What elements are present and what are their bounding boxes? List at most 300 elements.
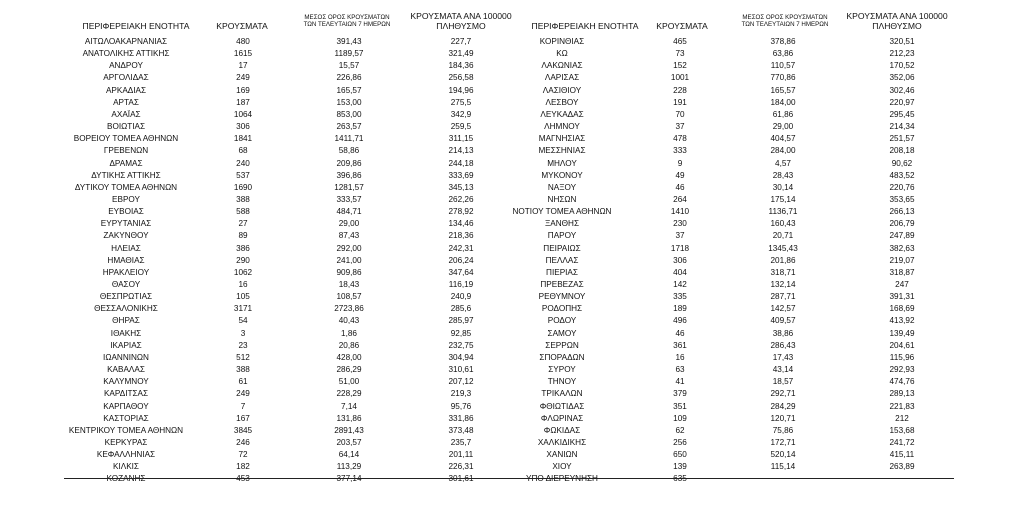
cell-cases: 333	[673, 146, 687, 156]
cell-unit: ΛΑΡΙΣΑΣ	[544, 73, 580, 83]
cell-per100k: 275,5	[450, 97, 472, 107]
cell-unit: ΑΝΔΡΟΥ	[109, 61, 143, 71]
cell-avg7: 20,86	[338, 340, 360, 350]
cell-avg7: 58,86	[338, 146, 360, 156]
cell-avg7: 7,14	[341, 401, 357, 411]
cell-per100k: 115,96	[889, 352, 915, 362]
cell-unit: ΚΕΡΚΥΡΑΣ	[104, 437, 148, 447]
cell-unit: ΛΑΣΙΘΙΟΥ	[542, 85, 582, 95]
cell-unit: ΘΕΣΠΡΩΤΙΑΣ	[99, 292, 153, 302]
cell-per100k: 295,45	[889, 109, 915, 119]
cell-per100k: 219,07	[889, 255, 915, 265]
cell-cases	[236, 473, 250, 485]
cell-per100k: 218,36	[448, 231, 474, 241]
cell-per100k: 212	[895, 413, 909, 423]
left-header-per100k: ΚΡΟΥΣΜΑΤΑ ΑΝΑ 100000 ΠΛΗΘΥΣΜΟ	[410, 11, 512, 31]
cell-unit: ΜΕΣΣΗΝΙΑΣ	[538, 146, 586, 156]
cell-avg7: 484,71	[336, 207, 362, 217]
cell-cases: 361	[673, 340, 687, 350]
cell-per100k: 219,3	[450, 389, 472, 399]
cell-avg7: 15,57	[338, 61, 360, 71]
cell-unit: ΙΩΑΝΝΙΝΩΝ	[103, 352, 149, 362]
cell-cases: 187	[236, 97, 250, 107]
cell-per100k: 241,72	[889, 437, 915, 447]
cell-cases: 512	[236, 352, 250, 362]
cell-per100k: 320,51	[889, 37, 915, 46]
cell-cases: 89	[238, 231, 248, 241]
cell-unit: ΖΑΚΥΝΘΟΥ	[103, 231, 149, 241]
cell-cases: 41	[675, 377, 685, 387]
cell-cases: 182	[236, 462, 250, 472]
cell-per100k: 266,13	[889, 207, 915, 217]
cell-avg7: 409,57	[770, 316, 796, 326]
cell-unit: ΝΟΤΙΟΥ ΤΟΜΕΑ ΑΘΗΝΩΝ	[512, 207, 612, 217]
cell-cases: 27	[238, 219, 248, 229]
cell-unit: ΔΥΤΙΚΟΥ ΤΟΜΕΑ ΑΘΗΝΩΝ	[74, 182, 178, 192]
cell-cases: 3	[240, 328, 246, 338]
cell-unit: ΔΥΤΙΚΗΣ ΑΤΤΙΚΗΣ	[91, 170, 161, 180]
cell-per100k: 134,46	[448, 219, 474, 229]
cell-per100k: 262,26	[448, 194, 474, 204]
cell-per100k: 208,18	[889, 146, 915, 156]
cell-per100k: 226,31	[448, 462, 474, 472]
cell-cases: 249	[236, 73, 250, 83]
cell-avg7: 203,57	[336, 437, 362, 447]
cell-avg7: 110,57	[770, 61, 796, 71]
cell-unit: ΜΗΛΟΥ	[547, 158, 577, 168]
cell-per100k: 413,92	[889, 316, 915, 326]
cell-avg7: 286,29	[336, 365, 362, 375]
cell-avg7: 115,14	[770, 462, 796, 472]
bottom-rule	[64, 478, 954, 479]
cell-unit: ΚΕΦΑΛΛΗΝΙΑΣ	[96, 450, 156, 460]
cell-avg7: 75,86	[772, 425, 794, 435]
cell-per100k: 220,97	[889, 97, 915, 107]
cell-cases: 388	[236, 194, 250, 204]
cell-cases: 169	[236, 85, 250, 95]
cell-avg7: 318,71	[770, 267, 796, 277]
cell-unit: ΒΟΡΕΙΟΥ ΤΟΜΕΑ ΑΘΗΝΩΝ	[73, 134, 179, 144]
cell-cases: 1690	[233, 182, 253, 192]
cell-per100k: 90,62	[891, 158, 913, 168]
cell-per100k: 220,76	[889, 182, 915, 192]
cell-avg7: 1411,71	[334, 134, 364, 144]
cell-avg7: 284,29	[770, 401, 796, 411]
cell-unit: ΗΛΕΙΑΣ	[111, 243, 141, 253]
cell-cases: 249	[236, 389, 250, 399]
left-header-unit: ΠΕΡΙΦΕΡΕΙΑΚΗ ΕΝΟΤΗΤΑ	[82, 21, 190, 31]
cell-cases: 16	[675, 352, 685, 362]
cell-unit: ΘΑΣΟΥ	[111, 280, 141, 289]
cell-avg7: 160,43	[770, 219, 796, 229]
cell-unit: ΑΡΤΑΣ	[113, 97, 139, 107]
cell-per100k: 168,69	[889, 304, 915, 314]
cell-per100k: 289,13	[889, 389, 915, 399]
cell-cases: 478	[673, 134, 687, 144]
cell-avg7: 770,86	[770, 73, 796, 83]
cell-cases: 109	[673, 413, 687, 423]
cell-avg7: 17,43	[772, 352, 794, 362]
cell-cases: 230	[673, 219, 687, 229]
cell-per100k: 474,76	[889, 377, 915, 387]
cell-unit: ΑΝΑΤΟΛΙΚΗΣ ΑΤΤΙΚΗΣ	[82, 49, 170, 59]
cell-avg7: 64,14	[338, 450, 360, 460]
cell-avg7: 30,14	[772, 182, 794, 192]
cell-per100k: 232,75	[448, 340, 474, 350]
cell-avg7	[336, 473, 361, 485]
cell-unit: ΚΙΛΚΙΣ	[112, 462, 140, 472]
cell-unit: ΞΑΝΘΗΣ	[544, 219, 580, 229]
cell-avg7: 131,86	[336, 413, 362, 423]
cell-avg7: 333,57	[336, 194, 362, 204]
cell-cases: 72	[238, 450, 248, 460]
cell-unit: ΚΟΡΙΝΘΙΑΣ	[539, 37, 585, 46]
cell-avg7: 132,14	[770, 280, 796, 289]
cell-avg7: 909,86	[336, 267, 362, 277]
cell-unit: ΚΕΝΤΡΙΚΟΥ ΤΟΜΕΑ ΑΘΗΝΩΝ	[68, 425, 184, 435]
cell-cases: 388	[236, 365, 250, 375]
cell-per100k: 256,58	[448, 73, 474, 83]
cell-unit: ΚΑΡΠΑΘΟΥ	[103, 401, 149, 411]
cell-per100k: 353,65	[889, 194, 915, 204]
cell-per100k	[448, 473, 473, 485]
cell-unit: ΚΩ	[556, 49, 568, 59]
cell-unit: ΛΕΥΚΑΔΑΣ	[540, 109, 584, 119]
cell-per100k: 304,94	[448, 352, 474, 362]
cell-per100k: 318,87	[889, 267, 915, 277]
cell-per100k: 235,7	[450, 437, 472, 447]
cell-avg7: 29,00	[772, 122, 794, 132]
cell-cases: 480	[236, 37, 250, 46]
cell-cases: 379	[673, 389, 687, 399]
cell-avg7: 1,86	[341, 328, 357, 338]
cell-cases: 240	[236, 158, 250, 168]
cell-per100k: 201,11	[448, 450, 474, 460]
cell-cases: 37	[675, 231, 685, 241]
cell-unit	[107, 473, 146, 485]
cell-unit: ΝΑΞΟΥ	[547, 182, 577, 192]
cell-avg7: 520,14	[770, 450, 796, 460]
cell-unit: ΣΥΡΟΥ	[548, 365, 576, 375]
cell-avg7: 2891,43	[334, 425, 364, 435]
cell-unit: ΧΑΝΙΩΝ	[546, 450, 578, 460]
cell-avg7: 113,29	[336, 462, 362, 472]
cell-cases: 264	[673, 194, 687, 204]
cell-avg7: 29,00	[338, 219, 360, 229]
cell-avg7: 40,43	[338, 316, 360, 326]
cell-avg7: 284,00	[770, 146, 796, 156]
cell-unit: ΕΥΡΥΤΑΝΙΑΣ	[100, 219, 152, 229]
cell-avg7: 153,00	[336, 97, 362, 107]
cell-avg7: 20,71	[772, 231, 794, 241]
cell-unit: ΧΑΛΚΙΔΙΚΗΣ	[537, 437, 587, 447]
cell-avg7: 1189,57	[334, 49, 364, 59]
cell-avg7: 396,86	[336, 170, 362, 180]
cell-per100k: 333,69	[448, 170, 474, 180]
cell-cases: 537	[236, 170, 250, 180]
cell-avg7: 404,57	[770, 134, 796, 144]
cell-avg7: 175,14	[770, 194, 796, 204]
cell-unit: ΤΡΙΚΑΛΩΝ	[541, 389, 583, 399]
cell-unit: ΙΘΑΚΗΣ	[110, 328, 142, 338]
cell-per100k: 207,12	[448, 377, 474, 387]
cell-per100k: 206,79	[889, 219, 915, 229]
cell-avg7: 1345,43	[768, 243, 798, 253]
cell-per100k: 194,96	[448, 85, 474, 95]
cell-cases: 465	[673, 37, 687, 46]
cell-avg7: 43,14	[772, 365, 794, 375]
cell-per100k: 139,49	[889, 328, 915, 338]
cell-cases: 335	[673, 292, 687, 302]
cell-unit: ΑΙΤΩΛΟΑΚΑΡΝΑΝΙΑΣ	[84, 37, 168, 46]
cell-cases: 3171	[233, 304, 253, 314]
cell-per100k: 221,83	[889, 401, 915, 411]
cell-per100k: 278,92	[448, 207, 474, 217]
left-header-avg7: ΜΕΣΟΣ ΟΡΟΣ ΚΡΟΥΣΜΑΤΩΝ ΤΩΝ ΤΕΛΕΥΤΑΙΩΝ 7 ΗΜΕΡΩΝ	[303, 14, 391, 29]
cell-avg7: 292,00	[336, 243, 362, 253]
right-header-per100k: ΚΡΟΥΣΜΑΤΑ ΑΝΑ 100000 ΠΛΗΘΥΣΜΟ	[846, 11, 948, 31]
cell-unit: ΜΑΓΝΗΣΙΑΣ	[538, 134, 586, 144]
cell-per100k: 251,57	[889, 134, 915, 144]
cell-cases: 1615	[233, 49, 253, 59]
cell-cases: 152	[673, 61, 687, 71]
cell-per100k: 212,23	[889, 49, 915, 59]
cell-unit: ΝΗΣΩΝ	[547, 194, 577, 204]
cell-avg7: 18,43	[338, 280, 360, 289]
cell-avg7: 241,00	[336, 255, 362, 265]
cell-per100k: 483,52	[889, 170, 915, 180]
cell-per100k: 292,93	[889, 365, 915, 375]
cell-avg7: 63,86	[772, 49, 794, 59]
cell-unit: ΕΥΒΟΙΑΣ	[108, 207, 144, 217]
cell-unit: ΚΑΡΔΙΤΣΑΣ	[103, 389, 149, 399]
cell-unit: ΠΑΡΟΥ	[547, 231, 577, 241]
cell-unit: ΛΕΣΒΟΥ	[545, 97, 579, 107]
cell-unit: ΦΛΩΡΙΝΑΣ	[540, 413, 584, 423]
cell-cases: 256	[673, 437, 687, 447]
cell-unit: ΘΗΡΑΣ	[112, 316, 140, 326]
cell-unit: ΛΗΜΝΟΥ	[544, 122, 580, 132]
cell-unit: ΑΡΚΑΔΙΑΣ	[105, 85, 147, 95]
cell-cases: 142	[673, 280, 687, 289]
cell-per100k: 244,18	[448, 158, 474, 168]
cell-cases: 1841	[233, 134, 253, 144]
cell-cases: 9	[677, 158, 683, 168]
cell-per100k: 116,19	[448, 280, 474, 289]
cell-avg7: 428,00	[336, 352, 362, 362]
left-header-cases: ΚΡΟΥΣΜΑΤΑ	[216, 21, 268, 31]
cell-per100k: 415,11	[889, 450, 915, 460]
cell-cases: 588	[236, 207, 250, 217]
cell-per100k: 95,76	[450, 401, 472, 411]
cell-per100k: 263,89	[889, 462, 915, 472]
cell-unit: ΘΕΣΣΑΛΟΝΙΚΗΣ	[94, 304, 158, 314]
cell-cases: 1001	[670, 73, 690, 83]
cell-avg7: 286,43	[770, 340, 796, 350]
cell-avg7: 87,43	[338, 231, 360, 241]
cell-per100k: 259,5	[450, 122, 472, 132]
cell-unit: ΦΩΚΙΔΑΣ	[543, 425, 581, 435]
cell-per100k: 382,63	[889, 243, 915, 253]
cell-per100k: 311,15	[448, 134, 474, 144]
cell-avg7: 226,86	[336, 73, 362, 83]
cell-unit: ΓΡΕΒΕΝΩΝ	[103, 146, 149, 156]
cell-per100k: 153,68	[889, 425, 915, 435]
cell-per100k: 373,48	[448, 425, 474, 435]
cell-per100k: 247,89	[889, 231, 915, 241]
cell-unit: ΜΥΚΟΝΟΥ	[541, 170, 583, 180]
cell-per100k: 391,31	[889, 292, 915, 302]
cell-avg7: 292,71	[770, 389, 796, 399]
cell-unit: ΒΟΙΩΤΙΑΣ	[106, 122, 146, 132]
cell-avg7: 184,00	[770, 97, 796, 107]
cell-avg7: 228,29	[336, 389, 362, 399]
cell-cases: 404	[673, 267, 687, 277]
cell-cases: 189	[673, 304, 687, 314]
cell-unit: ΚΑΛΥΜΝΟΥ	[103, 377, 149, 387]
cell-per100k: 204,61	[889, 340, 915, 350]
cell-per100k: 285,97	[448, 316, 474, 326]
cell-cases: 70	[675, 109, 685, 119]
cell-unit: ΣΑΜΟΥ	[547, 328, 577, 338]
cell-avg7: 28,43	[772, 170, 794, 180]
cell-avg7: 172,71	[770, 437, 796, 447]
cell-cases: 61	[238, 377, 248, 387]
cell-avg7: 853,00	[336, 109, 362, 119]
cell-unit: ΠΡΕΒΕΖΑΣ	[540, 280, 584, 289]
cell-unit: ΡΕΘΥΜΝΟΥ	[538, 292, 586, 302]
cell-per100k: 347,64	[448, 267, 474, 277]
cell-cases: 73	[675, 49, 685, 59]
cell-cases: 23	[238, 340, 248, 350]
cell-cases: 63	[675, 365, 685, 375]
cell-per100k: 352,06	[889, 73, 915, 83]
cell-unit	[526, 473, 598, 485]
cell-per100k: 206,24	[448, 255, 474, 265]
cell-unit: ΚΑΒΑΛΑΣ	[107, 365, 145, 375]
cell-unit: ΡΟΔΟΠΗΣ	[541, 304, 583, 314]
cell-cases: 46	[675, 182, 685, 192]
cell-per100k: 184,36	[448, 61, 474, 71]
cell-cases: 54	[238, 316, 248, 326]
cell-avg7: 142,57	[770, 304, 796, 314]
cell-cases: 351	[673, 401, 687, 411]
cell-avg7: 61,86	[772, 109, 794, 119]
cell-avg7: 2723,86	[334, 304, 364, 314]
cell-cases: 139	[673, 462, 687, 472]
cell-avg7: 1281,57	[334, 182, 364, 192]
cell-avg7: 201,86	[770, 255, 796, 265]
cell-unit: ΧΙΟΥ	[552, 462, 572, 472]
cell-cases: 7	[240, 401, 246, 411]
cell-per100k: 302,46	[889, 85, 915, 95]
cell-cases: 1062	[233, 267, 253, 277]
cell-unit: ΤΗΝΟΥ	[547, 377, 577, 387]
cell-cases: 16	[238, 280, 248, 289]
cell-cases: 3845	[233, 425, 253, 435]
cell-per100k: 214,13	[448, 146, 474, 156]
cell-cases: 1410	[670, 207, 690, 217]
cell-cases: 1718	[670, 243, 690, 253]
cell-per100k: 345,13	[448, 182, 474, 192]
cell-cases: 386	[236, 243, 250, 253]
cell-per100k: 321,49	[448, 49, 474, 59]
cell-cases: 68	[238, 146, 248, 156]
cell-avg7: 209,86	[336, 158, 362, 168]
cell-unit: ΦΘΙΩΤΙΔΑΣ	[539, 401, 585, 411]
cell-cases: 37	[675, 122, 685, 132]
cell-unit: ΠΙΕΡΙΑΣ	[546, 267, 578, 277]
cell-per100k: 227,7	[450, 37, 472, 46]
cell-cases: 191	[673, 97, 687, 107]
cell-cases: 17	[238, 61, 248, 71]
cell-unit: ΗΜΑΘΙΑΣ	[107, 255, 145, 265]
cell-unit: ΛΑΚΩΝΙΑΣ	[541, 61, 583, 71]
cell-unit: ΠΕΛΛΑΣ	[545, 255, 579, 265]
right-header-unit: ΠΕΡΙΦΕΡΕΙΑΚΗ ΕΝΟΤΗΤΑ	[531, 21, 639, 31]
cell-unit: ΙΚΑΡΙΑΣ	[110, 340, 142, 350]
cell-per100k: 285,6	[450, 304, 472, 314]
cell-avg7: 287,71	[770, 292, 796, 302]
cell-avg7: 165,57	[336, 85, 362, 95]
cell-unit: ΠΕΙΡΑΙΩΣ	[543, 243, 581, 253]
cell-avg7: 263,57	[336, 122, 362, 132]
cell-cases: 496	[673, 316, 687, 326]
cell-avg7: 108,57	[336, 292, 362, 302]
cell-unit: ΕΒΡΟΥ	[112, 194, 140, 204]
cell-cases: 228	[673, 85, 687, 95]
cell-avg7: 378,86	[770, 37, 796, 46]
cell-cases: 290	[236, 255, 250, 265]
cell-unit: ΑΧΑΪΑΣ	[111, 109, 141, 119]
cell-per100k: 342,9	[450, 109, 472, 119]
cell-unit: ΔΡΑΜΑΣ	[109, 158, 143, 168]
cell-unit: ΡΟΔΟΥ	[547, 316, 577, 326]
cell-avg7: 1136,71	[768, 207, 798, 217]
cell-cases: 46	[675, 328, 685, 338]
cell-cases: 167	[236, 413, 250, 423]
cell-avg7: 51,00	[338, 377, 360, 387]
cell-unit: ΣΠΟΡΑΔΩΝ	[539, 352, 585, 362]
right-header-avg7: ΜΕΣΟΣ ΟΡΟΣ ΚΡΟΥΣΜΑΤΩΝ ΤΩΝ ΤΕΛΕΥΤΑΙΩΝ 7 ΗΜΕΡΩΝ	[741, 14, 829, 29]
cell-avg7: 38,86	[772, 328, 794, 338]
cell-cases: 62	[675, 425, 685, 435]
cell-unit: ΑΡΓΟΛΙΔΑΣ	[103, 73, 149, 83]
cell-avg7: 165,57	[770, 85, 796, 95]
right-header-cases: ΚΡΟΥΣΜΑΤΑ	[656, 21, 708, 31]
cell-cases: 1064	[233, 109, 253, 119]
cell-unit: ΣΕΡΡΩΝ	[545, 340, 579, 350]
cell-per100k: 240,9	[450, 292, 472, 302]
cell-per100k: 331,86	[448, 413, 474, 423]
cell-per100k: 92,85	[450, 328, 472, 338]
cell-per100k: 170,52	[889, 61, 915, 71]
cell-per100k: 310,61	[448, 365, 474, 375]
cell-per100k: 214,34	[889, 122, 915, 132]
cell-avg7: 4,57	[775, 158, 791, 168]
cell-avg7: 120,71	[770, 413, 796, 423]
cell-cases: 49	[675, 170, 685, 180]
cell-unit: ΚΑΣΤΟΡΙΑΣ	[103, 413, 149, 423]
cell-cases: 650	[673, 450, 687, 460]
cell-cases: 306	[236, 122, 250, 132]
cell-per100k: 247	[895, 280, 909, 289]
cell-cases: 306	[673, 255, 687, 265]
cell-cases	[673, 473, 687, 485]
cell-unit: ΗΡΑΚΛΕΙΟΥ	[102, 267, 150, 277]
cell-per100k: 242,31	[448, 243, 474, 253]
cell-cases: 246	[236, 437, 250, 447]
